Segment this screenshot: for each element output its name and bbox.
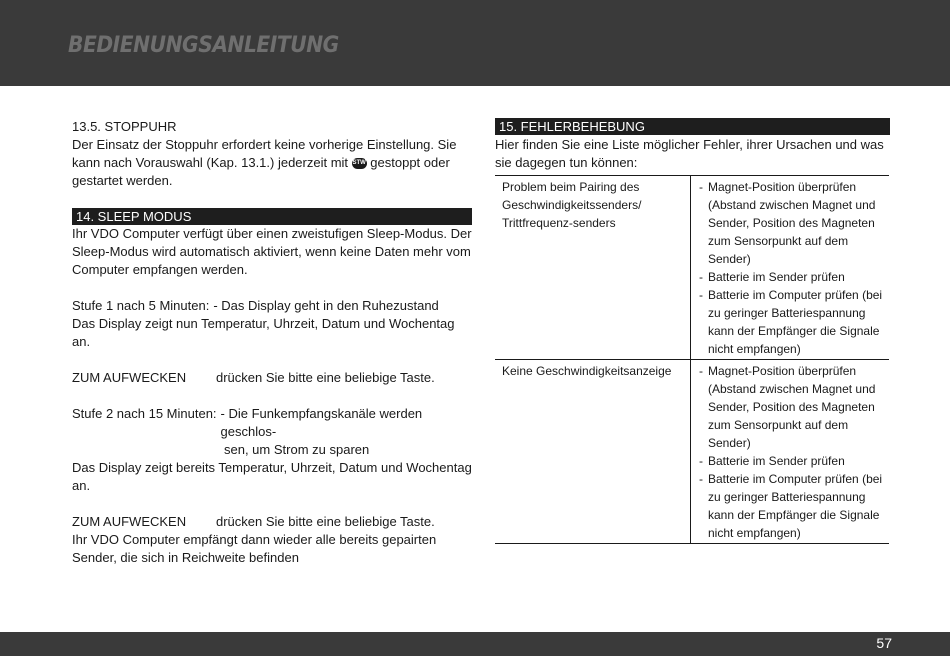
sleep-intro: Ihr VDO Computer verfügt über einen zweistufigen Sleep-Modus. Der Sleep-Modus wird automatisch aktiviert, wenn keine Daten mehr vom Computer empfangen werden.	[72, 226, 472, 277]
troubleshooting-table	[495, 175, 889, 544]
problem-line: Trittfrequenz-senders	[502, 216, 616, 230]
wake1-row	[72, 369, 472, 387]
page-number: 57	[876, 635, 892, 651]
bullet-dash: -	[699, 288, 703, 302]
sleep-closing: Ihr VDO Computer empfängt dann wieder alle bereits gepairten Sender, die sich in Reichweite befinden	[72, 532, 437, 565]
fehlerbehebung-intro: Hier finden Sie eine Liste möglicher Fehler, ihrer Ursachen und was sie dagegen tun können:	[495, 137, 884, 170]
solution-item	[699, 362, 889, 452]
solution-item	[699, 452, 889, 470]
right-column	[495, 118, 890, 544]
solution-text: Batterie im Sender prüfen	[708, 270, 845, 284]
solution-cell	[691, 360, 890, 544]
problem-cell	[495, 176, 691, 360]
solution-cell	[691, 176, 890, 360]
stufe1-text: - Das Display geht in den Ruhezustand	[213, 298, 439, 313]
bullet-dash: -	[699, 364, 703, 378]
solution-item	[699, 268, 889, 286]
stw-button-icon: STW	[352, 158, 367, 169]
stufe2-after: Das Display zeigt bereits Temperatur, Uhrzeit, Datum und Wochentag an.	[72, 460, 472, 493]
bullet-dash: -	[699, 472, 703, 486]
problem-line: Problem beim Pairing des	[502, 180, 640, 194]
wake2-label: ZUM AUFWECKEN	[72, 514, 187, 529]
bullet-dash: -	[699, 270, 703, 284]
fehlerbehebung-heading: 15. FEHLERBEHEBUNG	[495, 118, 890, 135]
wake2-text: drücken Sie bitte eine beliebige Taste.	[216, 514, 435, 529]
wake1-text: drücken Sie bitte eine beliebige Taste.	[216, 370, 435, 385]
stoppuhr-text	[72, 136, 472, 190]
solution-text: Batterie im Sender prüfen	[708, 454, 845, 468]
stufe1-after: Das Display zeigt nun Temperatur, Uhrzeit, Datum und Wochentag an.	[72, 316, 455, 349]
solution-text: Batterie im Computer prüfen (bei zu geringer Batteriespannung kann der Empfänger die Signale nicht empfangen)	[708, 288, 883, 356]
stoppuhr-heading: 13.5. STOPPUHR	[72, 119, 177, 134]
solution-item	[699, 178, 889, 268]
bullet-dash: -	[699, 180, 703, 194]
wake2-row	[72, 513, 472, 531]
wake1-label: ZUM AUFWECKEN	[72, 370, 187, 385]
stufe1-label: Stufe 1 nach 5 Minuten:	[72, 298, 210, 313]
stufe2-continuation: sen, um Strom zu sparen	[224, 442, 370, 457]
problem-line: Keine Geschwindigkeitsanzeige	[502, 364, 672, 378]
solution-item	[699, 286, 889, 358]
problem-cell	[495, 360, 691, 544]
manual-title: BEDIENUNGSANLEITUNG	[68, 32, 339, 58]
table-row	[495, 176, 889, 360]
left-column	[72, 118, 472, 567]
bullet-dash: -	[699, 454, 703, 468]
solution-text: Magnet-Position überprüfen (Abstand zwischen Magnet und Sender, Position des Magneten zum Sensorpunkt auf dem Sender)	[708, 180, 876, 266]
stoppuhr-text-part2: gestoppt oder gestartet werden.	[72, 155, 450, 188]
table-row	[495, 360, 889, 544]
solution-text: Magnet-Position überprüfen (Abstand zwischen Magnet und Sender, Position des Magneten zum Sensorpunkt auf dem Sender)	[708, 364, 876, 450]
stoppuhr-text-part1: Der Einsatz der Stoppuhr erfordert keine vorherige Einstellung. Sie kann nach Vorauswahl (Kap. 13.1.) jederzeit mit	[72, 137, 457, 170]
sleep-heading: 14. SLEEP MODUS	[72, 208, 472, 225]
solution-text: Batterie im Computer prüfen (bei zu geringer Batteriespannung kann der Empfänger die Signale nicht empfangen)	[708, 472, 883, 540]
stufe2-label: Stufe 2 nach 15 Minuten:	[72, 406, 217, 421]
stufe2-row	[72, 405, 472, 441]
solution-item	[699, 470, 889, 542]
stufe1-row	[72, 297, 472, 315]
header-bar	[0, 0, 950, 86]
stufe2-text: - Die Funkempfangskanäle werden geschlos-	[220, 406, 423, 439]
footer-bar	[0, 632, 950, 656]
problem-line: Geschwindigkeitssenders/	[502, 198, 642, 212]
